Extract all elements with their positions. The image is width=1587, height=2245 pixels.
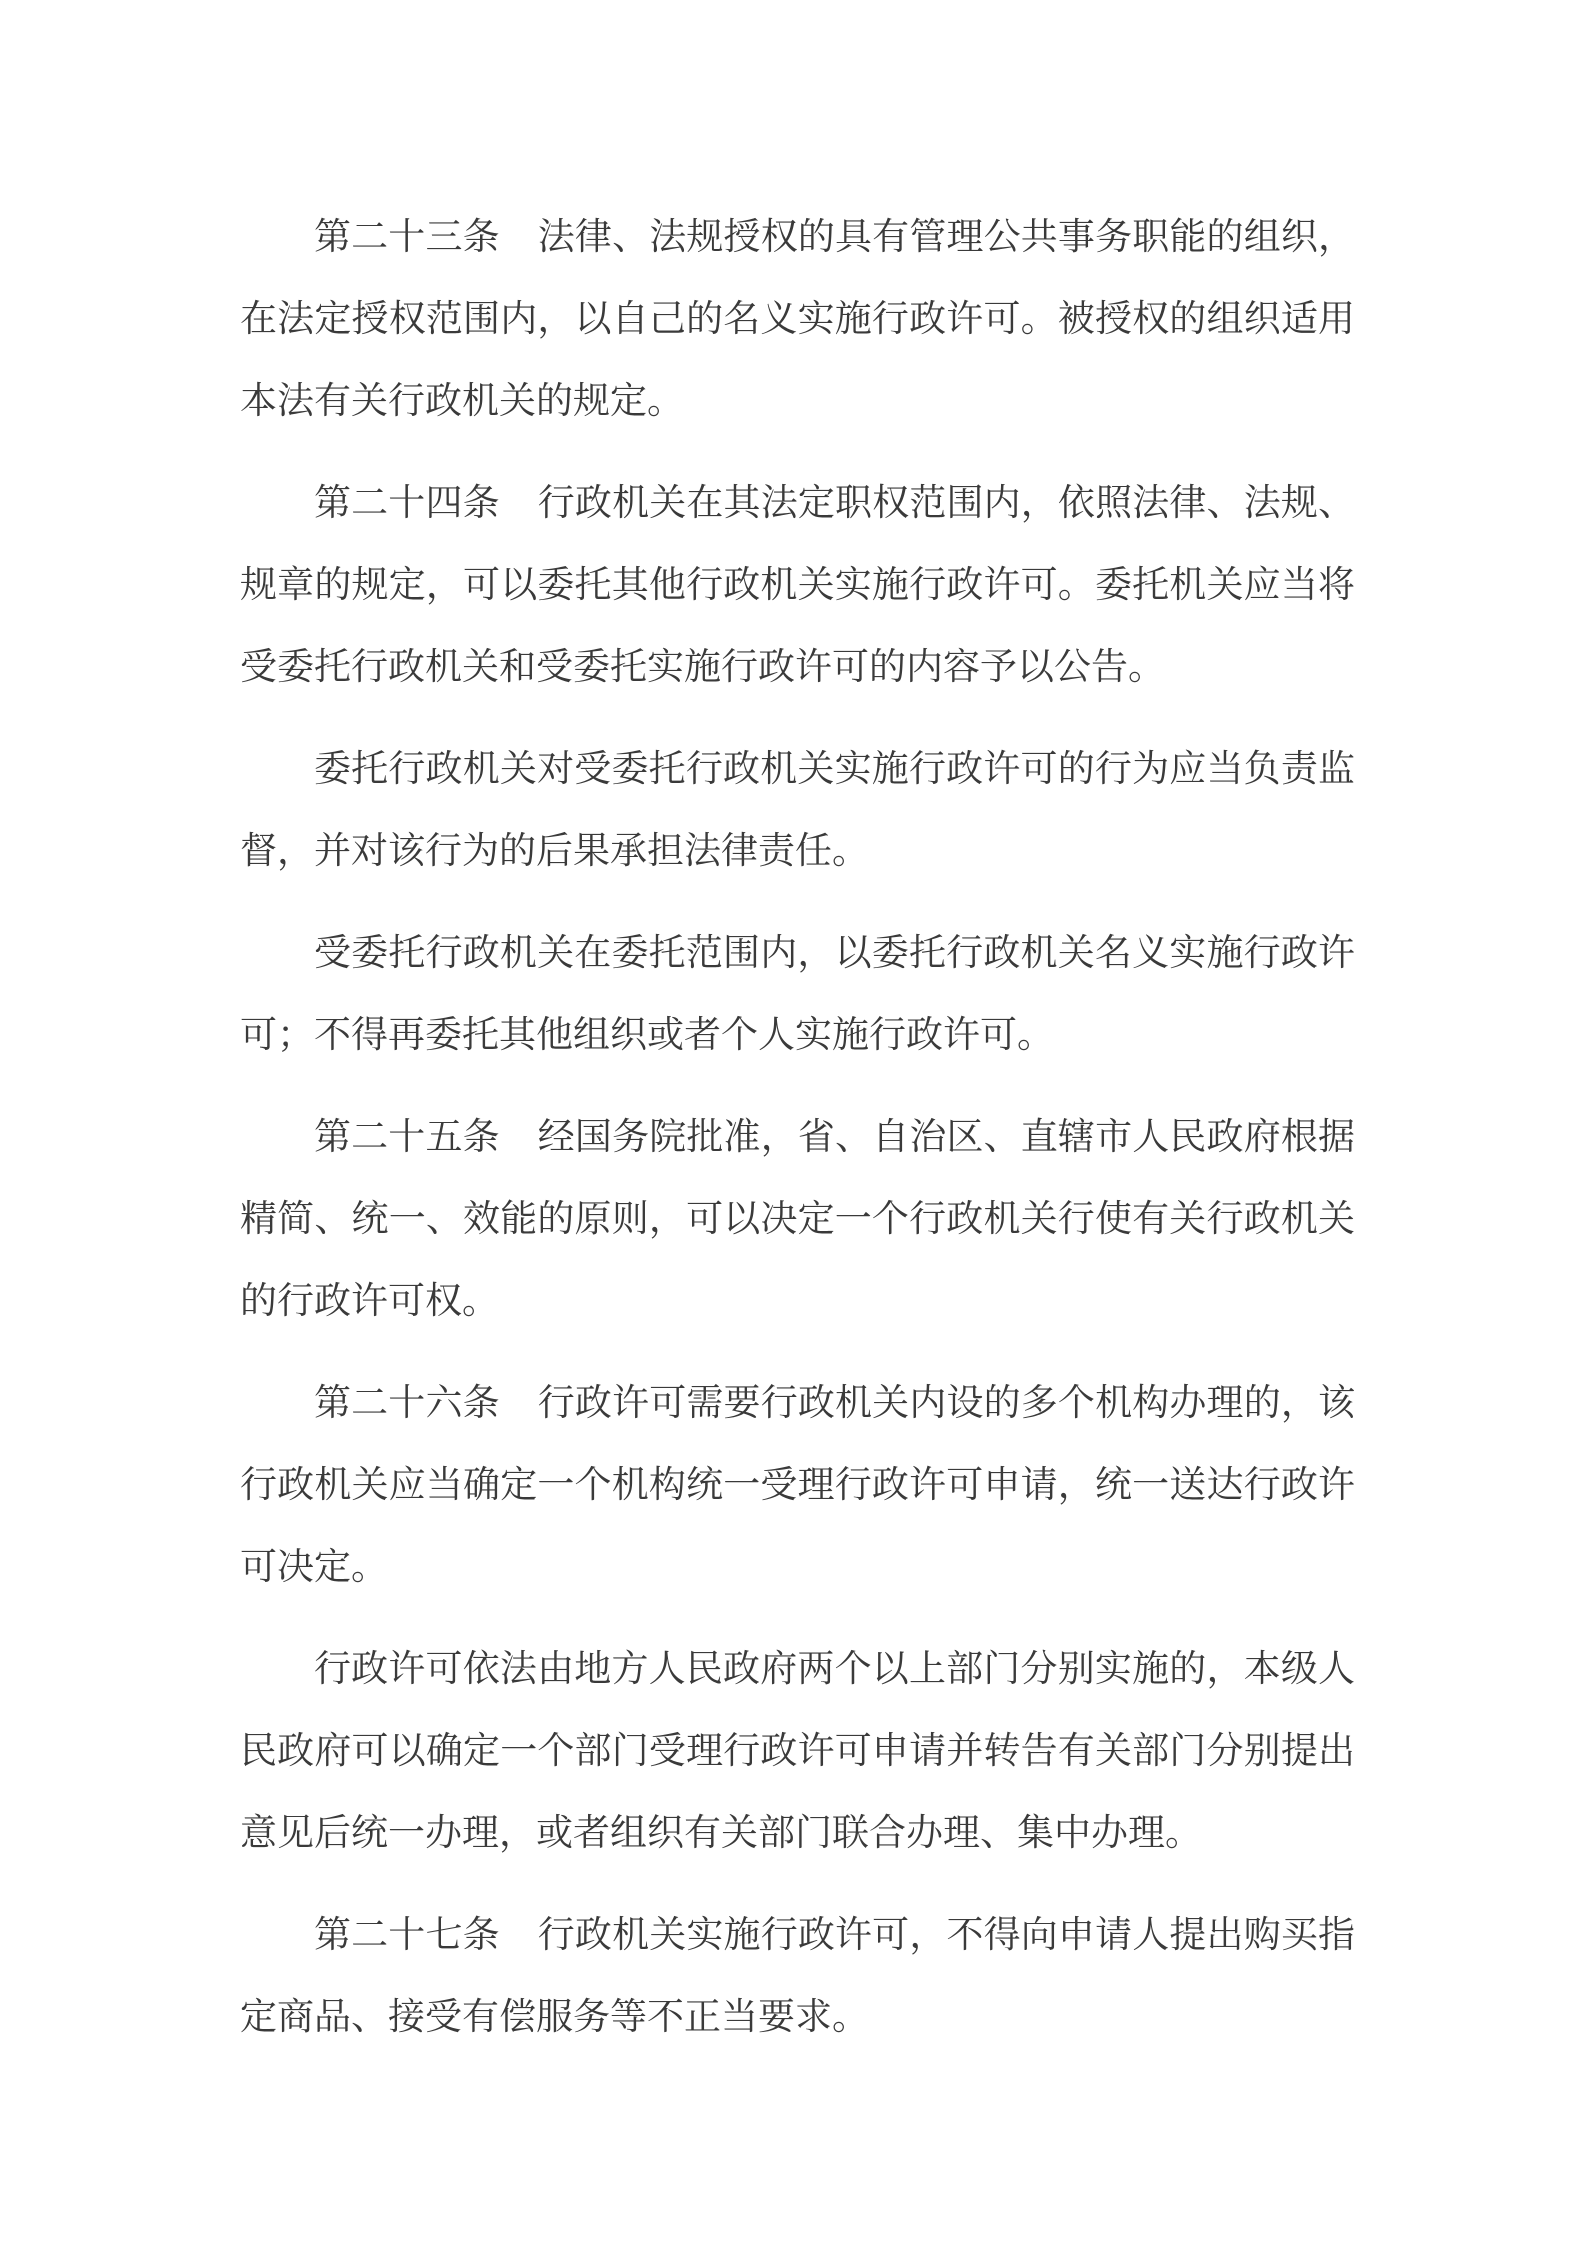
paragraph-text: 行政许可需要行政机关内设的多个机构办理的，该行政机关应当确定一个机构统一受理行政许可申请，统一送达行政许可决定。 (240, 1381, 1356, 1588)
paragraph-article-24-clause-3 (240, 912, 1355, 1076)
paragraph-article-27 (240, 1894, 1355, 2058)
paragraph-article-25 (240, 1096, 1355, 1342)
paragraph-text: 受委托行政机关在委托范围内，以委托行政机关名义实施行政许可；不得再委托其他组织或者个人实施行政许可。 (240, 931, 1355, 1056)
paragraph-text: 行政许可依法由地方人民政府两个以上部门分别实施的，本级人民政府可以确定一个部门受理行政许可申请并转告有关部门分别提出意见后统一办理，或者组织有关部门联合办理、集中办理。 (240, 1647, 1355, 1854)
article-number: 第二十五条 (314, 1115, 500, 1158)
paragraph-text: 经国务院批准，省、自治区、直辖市人民政府根据精简、统一、效能的原则，可以决定一个行政机关行使有关行政机关的行政许可权。 (240, 1115, 1356, 1322)
paragraph-text: 法律、法规授权的具有管理公共事务职能的组织，在法定授权范围内，以自己的名义实施行政许可。被授权的组织适用本法有关行政机关的规定。 (240, 215, 1356, 422)
paragraph-article-26-clause-2 (240, 1628, 1355, 1874)
paragraph-article-23 (240, 196, 1355, 442)
paragraph-text: 行政机关在其法定职权范围内，依照法律、法规、规章的规定，可以委托其他行政机关实施行政许可。委托机关应当将受委托行政机关和受委托实施行政许可的内容予以公告。 (240, 481, 1356, 688)
document-body (240, 196, 1355, 2058)
paragraph-text: 行政机关实施行政许可，不得向申请人提出购买指定商品、接受有偿服务等不正当要求。 (240, 1913, 1356, 2038)
paragraph-text: 委托行政机关对受委托行政机关实施行政许可的行为应当负责监督，并对该行为的后果承担法律责任。 (240, 747, 1355, 872)
paragraph-article-26 (240, 1362, 1355, 1608)
article-number: 第二十六条 (314, 1381, 500, 1424)
article-number: 第二十四条 (314, 481, 500, 524)
article-number: 第二十七条 (314, 1913, 500, 1956)
article-number: 第二十三条 (314, 215, 500, 258)
paragraph-article-24 (240, 462, 1355, 708)
paragraph-article-24-clause-2 (240, 728, 1355, 892)
